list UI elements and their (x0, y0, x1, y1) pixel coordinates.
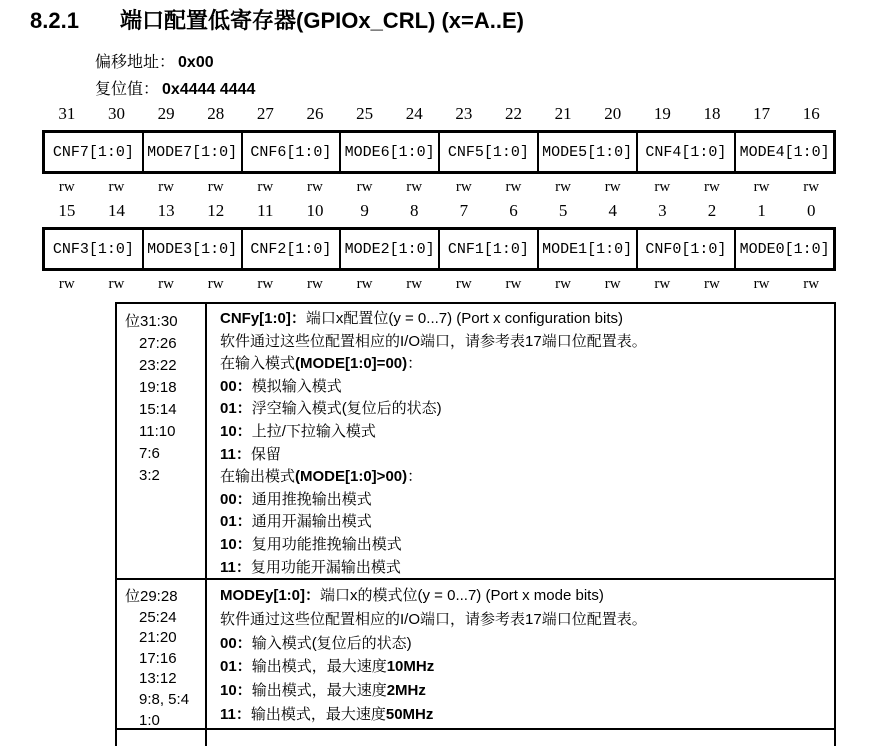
description-text: 输出模式，最大速度 (251, 682, 387, 700)
description-text: 在输入模式 (220, 355, 296, 373)
field-cell: MODE3[1:0] (142, 230, 241, 268)
description-text: 00： (220, 377, 252, 395)
description-text: 通用推挽输出模式 (251, 490, 372, 508)
description-line (220, 331, 826, 354)
description-text: 软件通过这些位配置相应的I/O端口，请参考表17端口位配置表。 (220, 610, 647, 628)
access-type: rw (307, 276, 323, 292)
field-description (207, 580, 834, 728)
description-text: 端口x的模式位(y = 0...7) (Port x mode bits) (320, 587, 604, 604)
description-text: 11： (220, 445, 251, 463)
access-type: rw (406, 179, 423, 195)
offset-address-value: 0x00 (178, 54, 214, 71)
description-text: 输出模式，最大速度 (251, 658, 387, 676)
bit-range-column (117, 580, 207, 728)
access-type: rw (753, 179, 770, 195)
description-text: 上拉/下拉输入模式 (251, 422, 376, 440)
reset-value-value: 0x4444 4444 (162, 81, 256, 98)
bit-number: 29 (157, 104, 175, 123)
field-cell: MODE7[1:0] (142, 133, 241, 171)
description-line (220, 534, 826, 557)
description-text: MODEy[1:0]： (220, 587, 321, 604)
bit-range: 19:18 (139, 379, 177, 396)
bit-number: 4 (608, 201, 617, 220)
bit-number: 18 (703, 104, 721, 123)
bit-number: 14 (107, 201, 125, 220)
bit-range: 25:24 (139, 608, 177, 626)
offset-address-line (95, 53, 214, 73)
bit-number: 25 (356, 104, 374, 123)
description-text: 输入模式(复位后的状态) (251, 634, 412, 652)
bit-range: 位29:28 (125, 588, 178, 605)
access-type: rw (455, 276, 472, 292)
bit-number: 13 (157, 201, 175, 220)
field-cell: MODE2[1:0] (339, 230, 438, 268)
description-text: 01： (220, 513, 252, 531)
section-heading (30, 7, 524, 35)
bit-number: 22 (504, 104, 522, 123)
description-text: 00： (220, 490, 252, 508)
description-text: (MODE[1:0]=00) (295, 355, 408, 373)
description-text: 11： (220, 558, 251, 576)
description-text: CNFy[1:0]： (220, 310, 306, 327)
access-type: rw (753, 276, 770, 292)
description-text: 10： (220, 535, 252, 553)
reset-value-label: 复位值： (95, 81, 160, 98)
access-type: rw (704, 276, 720, 292)
description-line (220, 444, 826, 467)
access-type: rw (207, 179, 224, 195)
access-type: rw (58, 179, 75, 195)
access-type: rw (505, 276, 522, 292)
access-type: rw (158, 276, 174, 292)
access-type: rw (555, 276, 571, 292)
description-text: 模拟输入模式 (251, 377, 342, 395)
description-text: ： (407, 468, 423, 486)
bit-number: 28 (207, 104, 225, 123)
description-text: 通用开漏输出模式 (251, 513, 372, 531)
description-line (220, 679, 826, 703)
table-column-divider (205, 730, 207, 746)
bit-range: 位31:30 (125, 313, 178, 330)
description-line (220, 466, 826, 489)
table-continuation (115, 730, 836, 746)
access-type: rw (356, 276, 373, 292)
access-type: rw (108, 179, 125, 195)
field-cell: CNF5[1:0] (438, 133, 537, 171)
field-cell: CNF6[1:0] (241, 133, 340, 171)
field-cell: CNF7[1:0] (52, 143, 134, 161)
description-row (117, 304, 834, 580)
bit-number: 23 (455, 104, 473, 123)
access-type: rw (406, 276, 423, 292)
description-line (220, 421, 826, 444)
bit-number: 27 (256, 104, 274, 123)
description-text: 10： (220, 682, 252, 700)
description-line (220, 632, 826, 656)
bit-number-row (42, 104, 836, 126)
bit-description-table (115, 302, 836, 730)
bit-number: 16 (802, 104, 820, 123)
access-type: rw (654, 276, 671, 292)
description-text: 复用功能开漏输出模式 (250, 558, 401, 576)
access-type: rw (555, 179, 571, 195)
description-text: ： (407, 355, 423, 373)
description-line (220, 703, 826, 727)
bit-number: 26 (306, 104, 324, 123)
bit-range: 13:12 (139, 670, 177, 688)
description-text: 10： (220, 422, 252, 440)
description-line (220, 489, 826, 512)
description-line (220, 557, 826, 580)
bit-range: 17:16 (139, 649, 177, 667)
field-cell: CNF1[1:0] (438, 230, 537, 268)
description-line (220, 655, 826, 679)
bit-range: 7:6 (139, 445, 160, 462)
bit-number: 17 (753, 104, 771, 123)
access-type: rw (455, 179, 472, 195)
description-line (220, 376, 826, 399)
description-text: 浮空输入模式(复位后的状态) (251, 400, 442, 418)
section-title: 端口配置低寄存器(GPIOx_CRL) (x=A..E) (120, 8, 524, 33)
bit-number: 0 (806, 201, 816, 220)
bit-number-row (42, 201, 836, 223)
bit-number: 1 (757, 201, 766, 220)
access-type: rw (257, 179, 274, 195)
field-cell-row (42, 130, 836, 174)
bit-number: 30 (107, 104, 125, 123)
access-type: rw (704, 179, 720, 195)
register-row (42, 201, 836, 294)
description-line (220, 608, 826, 632)
field-cell: CNF3[1:0] (52, 240, 134, 258)
description-line (220, 584, 826, 608)
bit-range: 23:22 (139, 357, 177, 374)
field-cell: CNF2[1:0] (241, 230, 340, 268)
bit-number: 12 (207, 201, 225, 220)
bit-number: 31 (58, 104, 76, 123)
description-text: 复用功能推挽输出模式 (251, 535, 402, 553)
description-text: 10MHz (386, 658, 435, 676)
register-row (42, 104, 836, 197)
field-cell: MODE0[1:0] (734, 230, 833, 268)
bit-range: 21:20 (139, 629, 177, 647)
description-line (220, 398, 826, 421)
bit-number: 21 (554, 104, 572, 123)
access-type: rw (108, 276, 125, 292)
field-description (207, 304, 834, 578)
access-type: rw (356, 179, 373, 195)
bit-number: 15 (58, 201, 76, 220)
description-text: 00： (220, 634, 252, 652)
description-text: 11： (220, 705, 251, 723)
reset-value-line (95, 80, 255, 100)
access-type-row (42, 179, 836, 197)
description-text: 输出模式，最大速度 (250, 705, 386, 723)
bit-number: 7 (459, 201, 469, 220)
bit-range: 11:10 (139, 423, 176, 440)
access-type-row (42, 276, 836, 294)
bit-number: 5 (558, 201, 568, 220)
field-cell: MODE6[1:0] (339, 133, 438, 171)
access-type: rw (604, 179, 621, 195)
description-text: (MODE[1:0]>00) (295, 468, 408, 486)
bit-number: 8 (409, 201, 419, 220)
bit-number: 9 (360, 201, 369, 220)
field-cell: CNF4[1:0] (636, 133, 735, 171)
bit-number: 20 (604, 104, 622, 123)
bit-range: 3:2 (139, 467, 160, 484)
description-text: 01： (220, 400, 252, 418)
access-type: rw (505, 179, 522, 195)
description-row (117, 580, 834, 730)
access-type: rw (604, 276, 621, 292)
bit-number: 19 (653, 104, 671, 123)
access-type: rw (257, 276, 274, 292)
access-type: rw (803, 276, 820, 292)
bit-number: 24 (405, 104, 423, 123)
field-cell-row (42, 227, 836, 271)
access-type: rw (58, 276, 75, 292)
bit-range: 27:26 (139, 335, 177, 352)
access-type: rw (803, 179, 820, 195)
description-text: 软件通过这些位配置相应的I/O端口，请参考表17端口位配置表。 (220, 332, 647, 350)
description-text: 在输出模式 (220, 468, 296, 486)
section-number: 8.2.1 (30, 8, 79, 33)
bit-number: 2 (707, 201, 717, 220)
access-type: rw (207, 276, 224, 292)
bit-range: 15:14 (139, 401, 177, 418)
field-cell: MODE1[1:0] (537, 230, 636, 268)
field-cell: MODE4[1:0] (734, 133, 833, 171)
bit-number: 6 (509, 201, 518, 220)
bit-number: 11 (257, 201, 274, 220)
bit-range: 9:8, 5:4 (139, 690, 190, 708)
bit-range: 1:0 (139, 711, 160, 729)
bit-range-column (117, 304, 207, 578)
description-line (220, 511, 826, 534)
access-type: rw (654, 179, 671, 195)
description-text: 01： (220, 658, 252, 676)
bit-number: 3 (658, 201, 667, 220)
offset-address-label: 偏移地址： (95, 54, 176, 71)
bit-number: 10 (306, 201, 324, 220)
access-type: rw (158, 179, 174, 195)
description-text: 50MHz (385, 705, 434, 723)
description-line (220, 353, 826, 376)
field-cell: CNF0[1:0] (636, 230, 735, 268)
description-text: 2MHz (386, 682, 426, 700)
description-text: 端口x配置位(y = 0...7) (Port x configuration bits) (305, 310, 624, 327)
access-type: rw (307, 179, 323, 195)
field-cell: MODE5[1:0] (537, 133, 636, 171)
description-text: 保留 (250, 445, 281, 463)
description-line (220, 308, 826, 331)
